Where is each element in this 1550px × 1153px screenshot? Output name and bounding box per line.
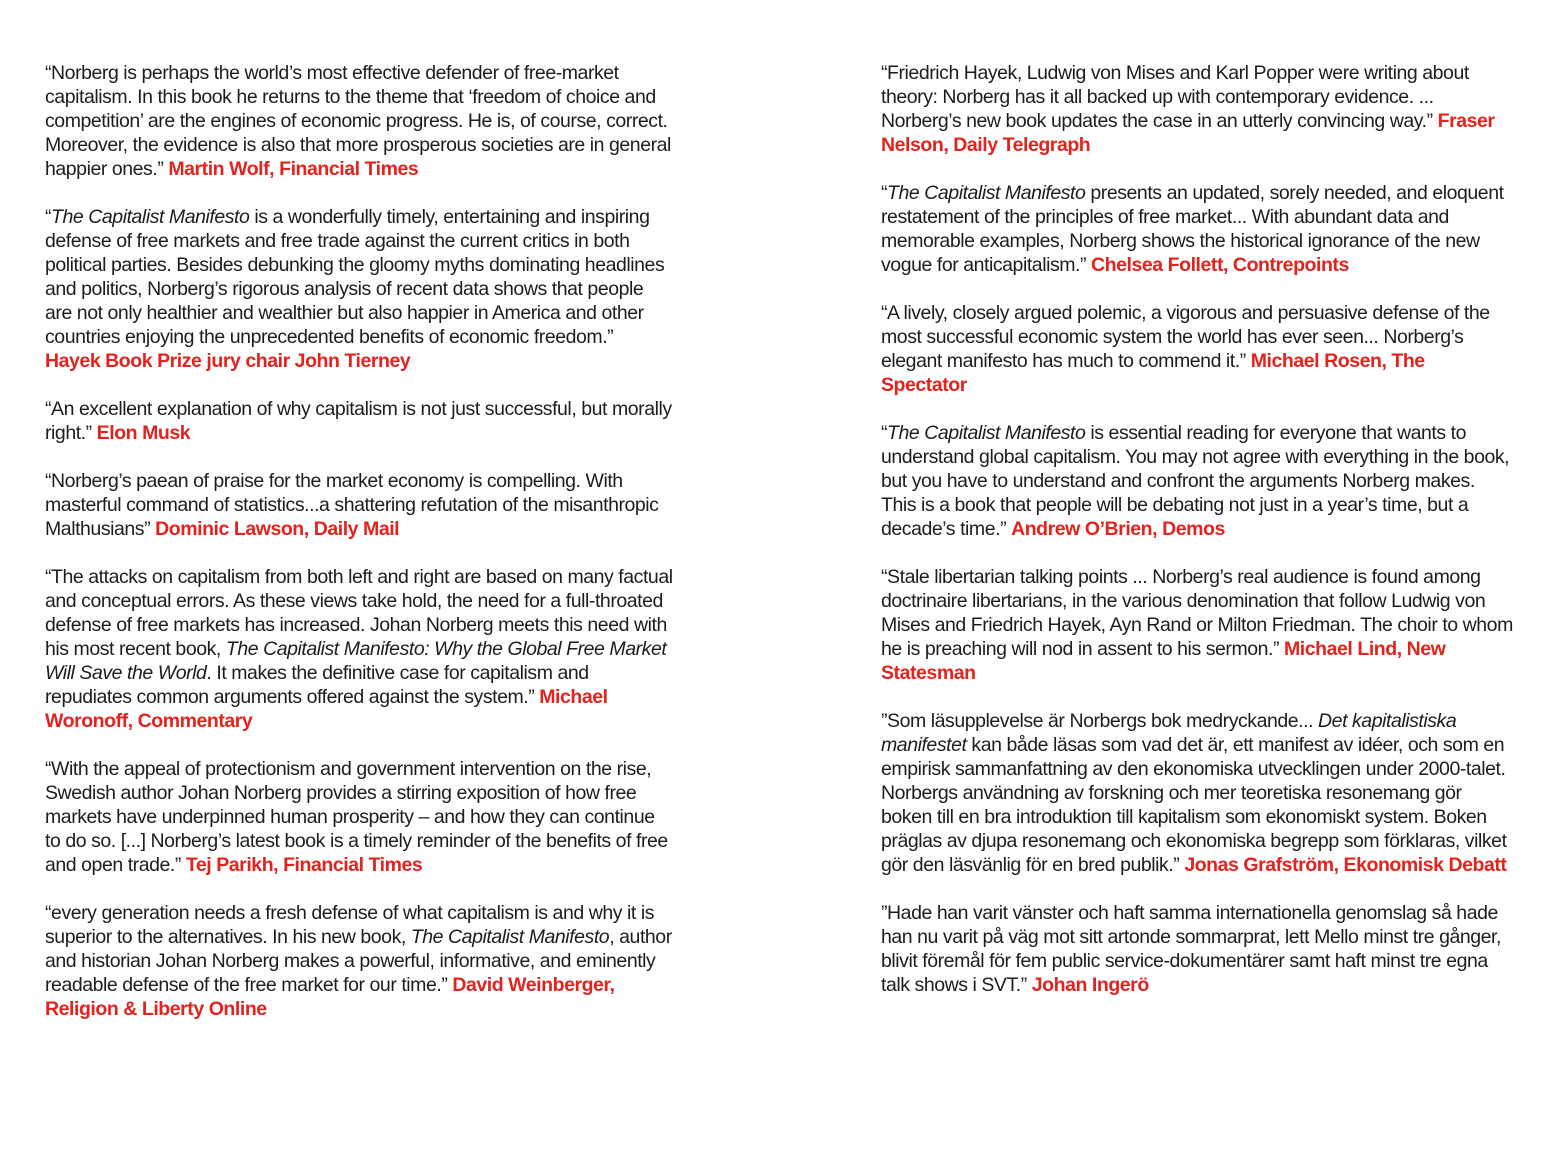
quote: [881, 301, 1513, 397]
quote-text: “The attacks on capitalism from both left and right are based on many factual and conceptual errors. As these views take hold, the need for a full-throated defense of free markets has increased. Johan Norberg meets this need with his most recent book,: [45, 566, 673, 660]
quote-text: is essential reading for everyone that wants to understand global capitalism. You may not agree with everything in the book, but you have to understand and confront the arguments Norberg makes. This is a book that people will be debating not just in a year’s time, but a decade’s time.”: [881, 422, 1510, 540]
quote-attribution: Andrew O’Brien, Demos: [1011, 518, 1225, 540]
quote: [45, 397, 673, 445]
quote-text: “A lively, closely argued polemic, a vigorous and persuasive defense of the most successful economic system the world has ever seen... Norberg’s elegant manifesto has much to commend it.”: [881, 302, 1490, 372]
quote: [45, 205, 673, 373]
quote-text: “: [881, 422, 888, 444]
quote-text: “An excellent explanation of why capitalism is not just successful, but morally right.”: [45, 398, 672, 444]
book-title-italic: The Capitalist Manifesto: [887, 182, 1086, 204]
quote-text: is a wonderfully timely, entertaining and inspiring defense of free markets and free trade against the current critics in both political parties. Besides debunking the gloomy myths dominating headlines and politics, Norberg’s rigorous analysis of recent data shows that people are not only healthier and wealthier but also happier in America and other countries enjoying the unprecedented benefits of economic freedom.”: [45, 206, 665, 348]
quote-text: “Norberg is perhaps the world’s most effective defender of free-market capitalism. In this book he returns to the theme that ‘freedom of choice and competition’ are the engines of economic progress. He is, of course, correct. Moreover, the evidence is also that more prosperous societies are in general happier ones.”: [45, 62, 671, 180]
quote-attribution: Martin Wolf, Financial Times: [168, 158, 419, 180]
quote-attribution: Michael Woronoff, Commentary: [45, 686, 608, 732]
quote-text: ”Hade han varit vänster och haft samma internationella genomslag så hade han nu varit på väg mot sitt artonde sommarprat, lett Mello minst tre gånger, blivit föremål för fem public service-dokumentärer samt haft minst tre egna talk shows i SVT.”: [881, 902, 1501, 996]
quote-text: kan både läsas som vad det är, ett manifest av idéer, och som en empirisk sammanfattning av den ekonomiska utvecklingen under 2000-talet. Norbergs användning av forskning och mer teoretiska resonemang gör boken till en bra introduktion till kapitalism som ekonomiskt system. Boken präglas av djupa resonemang och ekonomiska begrepp som förklaras, vilket gör den läsvänlig för en bred publik.”: [881, 734, 1507, 876]
quote-text: , author and historian Johan Norberg makes a powerful, informative, and eminently readable defense of the free market for our time.”: [45, 926, 672, 996]
quote: [881, 421, 1513, 541]
quote: [881, 181, 1513, 277]
book-title-italic: The Capitalist Manifesto: [410, 926, 610, 948]
quote-attribution: Elon Musk: [96, 422, 191, 444]
quote: [45, 61, 673, 181]
quote-text: “With the appeal of protectionism and government intervention on the rise, Swedish author Johan Norberg provides a stirring exposition of how free markets have underpinned human prosperity – and how they can continue to do so. [...] Norberg’s latest book is a timely reminder of the benefits of free and open trade.”: [45, 758, 668, 876]
quote-attribution: Dominic Lawson, Daily Mail: [155, 518, 400, 540]
quote-text: presents an updated, sorely needed, and eloquent restatement of the principles of free market... With abundant data and memorable examples, Norberg shows the historical ignorance of the new vogue for anticapitalism.”: [881, 182, 1504, 276]
book-title-italic: The Capitalist Manifesto: [51, 206, 250, 228]
quote-text: “: [45, 206, 52, 228]
quote-attribution: Johan Ingerö: [1031, 974, 1149, 996]
quote-text: “Friedrich Hayek, Ludwig von Mises and Karl Popper were writing about theory: Norberg has it all backed up with contemporary evidence. ... Norberg’s new book updates the case in an utterly convincing way.”: [881, 62, 1469, 132]
quote-text: “every generation needs a fresh defense of what capitalism is and why it is superior to the alternatives. In his new book,: [45, 902, 655, 948]
quote: [881, 565, 1513, 685]
quote-attribution: Jonas Grafström, Ekonomisk Debatt: [1184, 854, 1507, 876]
quote-attribution: Hayek Book Prize jury chair John Tierney: [45, 350, 411, 372]
quote-attribution: Tej Parikh, Financial Times: [185, 854, 423, 876]
quote: [881, 901, 1513, 997]
quote-text: “Norberg’s paean of praise for the market economy is compelling. With masterful command of statistics...a shattering refutation of the misanthropic Malthusians”: [45, 470, 659, 540]
quote-text: “Stale libertarian talking points ... Norberg’s real audience is found among doctrinaire libertarians, in the various denomination that follow Ludwig von Mises and Friedrich Hayek, Ayn Rand or Milton Friedman. The choir to whom he is preaching will nod in assent to his sermon.”: [881, 566, 1513, 660]
quote-text: ”Som läsupplevelse är Norbergs bok medryckande...: [881, 710, 1319, 732]
left-page-quotes: [45, 61, 673, 1021]
quote-text: . It makes the definitive case for capitalism and repudiates common arguments offered against the system.”: [45, 662, 589, 708]
book-title-italic: Det kapitalistiska manifestet: [881, 710, 1457, 756]
quote: [45, 469, 673, 541]
quote-text: “: [881, 182, 888, 204]
quote-attribution: Michael Rosen, The Spectator: [881, 350, 1425, 396]
book-title-italic: The Capitalist Manifesto: Why the Global Free Market Will Save the World: [45, 638, 667, 684]
quote: [45, 565, 673, 733]
quote-attribution: David Weinberger, Religion & Liberty Online: [45, 974, 615, 1020]
quote: [45, 757, 673, 877]
quote-attribution: Fraser Nelson, Daily Telegraph: [881, 110, 1495, 156]
quote-attribution: Chelsea Follett, Contrepoints: [1091, 254, 1349, 276]
quote: [881, 61, 1513, 157]
quote: [881, 709, 1513, 877]
quote-attribution: Michael Lind, New Statesman: [881, 638, 1446, 684]
quote: [45, 901, 673, 1021]
book-title-italic: The Capitalist Manifesto: [887, 422, 1086, 444]
right-page-quotes: [881, 61, 1513, 997]
